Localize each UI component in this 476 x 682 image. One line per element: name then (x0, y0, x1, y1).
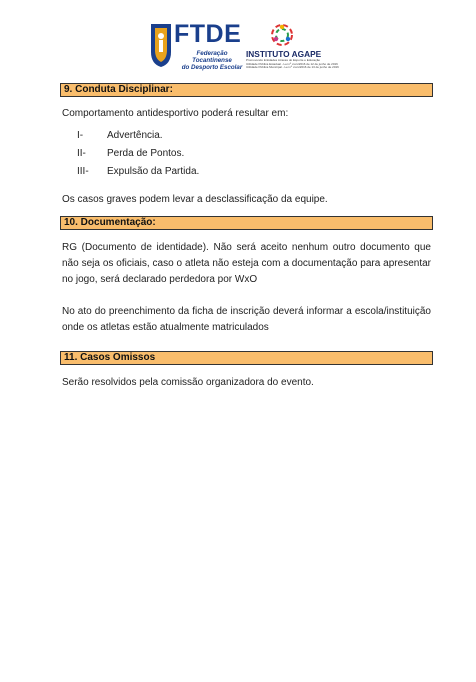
agape-fine-print (246, 59, 339, 70)
list-item-number: II- (77, 148, 86, 159)
agape-title: INSTITUTO AGAPE (246, 49, 322, 59)
list-item-text: Perda de Pontos. (107, 148, 185, 159)
agape-fine-line-1: Promovendo Entidades Através do Esporte e Educação (246, 58, 321, 62)
ftde-subtitle-line-2: do Desporto Escolar (181, 64, 243, 71)
casos-omissos-paragraph: Serão resolvidos pela comissão organizadora do evento. (62, 377, 314, 388)
page-header (0, 20, 476, 75)
list-item-number: I- (77, 130, 84, 141)
conduta-intro: Comportamento antidesportivo poderá resultar em: (62, 108, 289, 119)
ftde-subtitle-line-1: Federação Tocantinense (192, 50, 232, 64)
ftde-logo (150, 20, 243, 72)
agape-fine-line-3: Utilidade Pública Municipal - Lei nº xxxx/2016 de 13 de junho de 2016 (246, 65, 339, 70)
section-title-casos-omissos: 11. Casos Omissos (60, 351, 433, 365)
documentacao-paragraph-2: No ato do preenchimento da ficha de inscrição deverá informar a escola/instituição onde os atletas estão atualmente matriculados (62, 306, 431, 333)
conduta-outro: Os casos graves podem levar a desclassificação da equipe. (62, 194, 328, 205)
agape-emblem-icon (268, 22, 296, 48)
list-item-text: Advertência. (107, 130, 163, 141)
list-item-number: III- (77, 166, 89, 177)
documentacao-paragraph-1: RG (Documento de identidade). Não será aceito nenhum outro documento que não seja os oficiais, caso o atleta não esteja com a documentação para apresentar no jogo, será declarado perdedora por WxO (62, 242, 431, 285)
list-item-text: Expulsão da Partida. (107, 166, 200, 177)
section-title-documentacao: 10. Documentação: (60, 216, 433, 230)
ftde-subtitle (177, 50, 247, 71)
ftde-title: FTDE (174, 20, 242, 48)
section-title-conduta-disciplinar: 9. Conduta Disciplinar: (60, 83, 433, 97)
instituto-agape-logo (246, 22, 339, 74)
ftde-shield-icon (150, 22, 172, 68)
agape-fine-line-2: Utilidade Pública Estadual - Lei nº xxxx/2016 de 12 de junho de 2016 (246, 61, 338, 66)
